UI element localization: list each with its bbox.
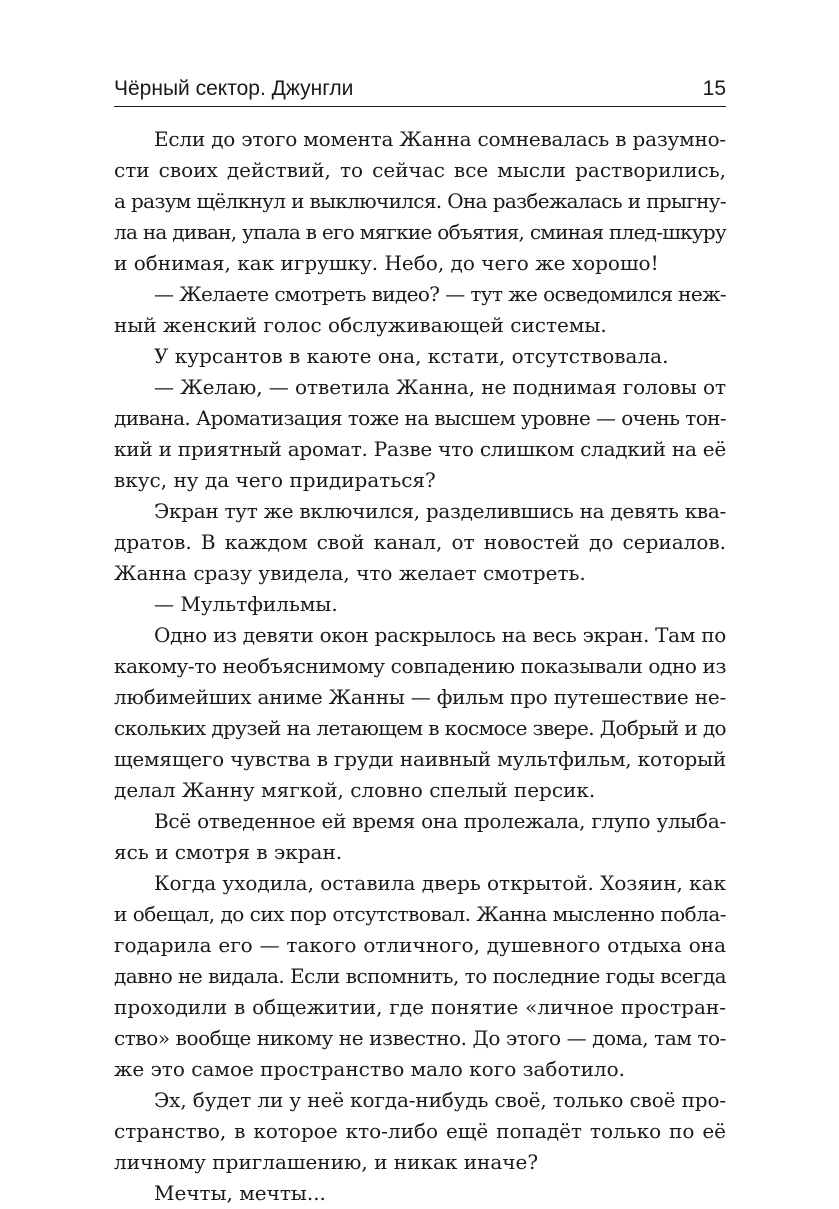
text-line: Жанна сразу увидела, что желает смотреть. [114, 561, 586, 585]
text-line: Всё отведенное ей время она пролежала, глупо улыба- [154, 809, 726, 833]
text-line: а разум щёлкнул и выключился. Она разбежалась и прыгну- [114, 189, 726, 213]
text-line: делал Жанну мягкой, словно спелый персик. [114, 778, 596, 802]
text-line: сти своих действий, то сейчас все мысли растворились, [114, 158, 726, 182]
text-line: Одно из девяти окон раскрылось на весь экран. Там по [154, 623, 726, 647]
text-line: Когда уходила, оставила дверь открытой. Хозяин, как [154, 871, 726, 895]
page-number: 15 [702, 77, 726, 100]
text-line: проходили в общежитии, где понятие «личное простран- [114, 995, 726, 1019]
text-line: любимейших аниме Жанны — фильм про путешествие не- [114, 685, 726, 709]
text-line: и обнимая, как игрушку. Небо, до чего же хорошо! [114, 251, 659, 275]
text-line: Экран тут же включился, разделившись на девять ква- [154, 499, 726, 523]
text-line: ясь и смотря в экран. [114, 840, 343, 864]
text-line: дратов. В каждом свой канал, от новостей до сериалов. [114, 530, 726, 554]
running-header [114, 72, 726, 107]
text-line: У курсантов в каюте она, кстати, отсутствовала. [154, 344, 669, 368]
text-line: щемящего чувства в груди наивный мультфильм, который [114, 747, 726, 771]
text-line: Эх, будет ли у неё когда-нибудь своё, только своё про- [154, 1088, 726, 1112]
text-line: — Желаю, — ответила Жанна, не поднимая головы от [154, 375, 726, 399]
text-line: ла на диван, упала в его мягкие объятия, сминая плед-шкуру [114, 220, 726, 244]
text-line: Мечты, мечты... [154, 1181, 326, 1205]
body-text [114, 124, 726, 1209]
running-title: Чёрный сектор. Джунгли [114, 77, 354, 100]
text-line: же это самое пространство мало кого заботило. [114, 1057, 626, 1081]
text-line: вкус, ну да чего придираться? [114, 468, 436, 492]
text-line: странство, в которое кто-либо ещё попадёт только по её [114, 1119, 726, 1143]
text-line: личному приглашению, и никак иначе? [114, 1150, 539, 1174]
text-line: давно не видала. Если вспомнить, то последние годы всегда [114, 964, 726, 988]
text-line: и обещал, до сих пор отсутствовал. Жанна мысленно побла- [114, 902, 726, 926]
text-line: ство» вообще никому не известно. До этого — дома, там то- [114, 1026, 726, 1050]
text-line: годарила его — такого отличного, душевного отдыха она [114, 933, 726, 957]
text-line: какому-то необъяснимому совпадению показывали одно из [114, 654, 726, 678]
text-line: — Мультфильмы. [154, 592, 338, 616]
text-line: Если до этого момента Жанна сомневалась в разумно- [154, 127, 726, 151]
text-line: кий и приятный аромат. Разве что слишком сладкий на её [114, 437, 726, 461]
text-line: дивана. Ароматизация тоже на высшем уровне — очень тон- [114, 406, 726, 430]
text-line: скольких друзей на летающем в космосе звере. Добрый и до [114, 716, 726, 740]
text-line: ный женский голос обслуживающей системы. [114, 313, 607, 337]
text-line: — Желаете смотреть видео? — тут же осведомился неж- [154, 282, 726, 306]
